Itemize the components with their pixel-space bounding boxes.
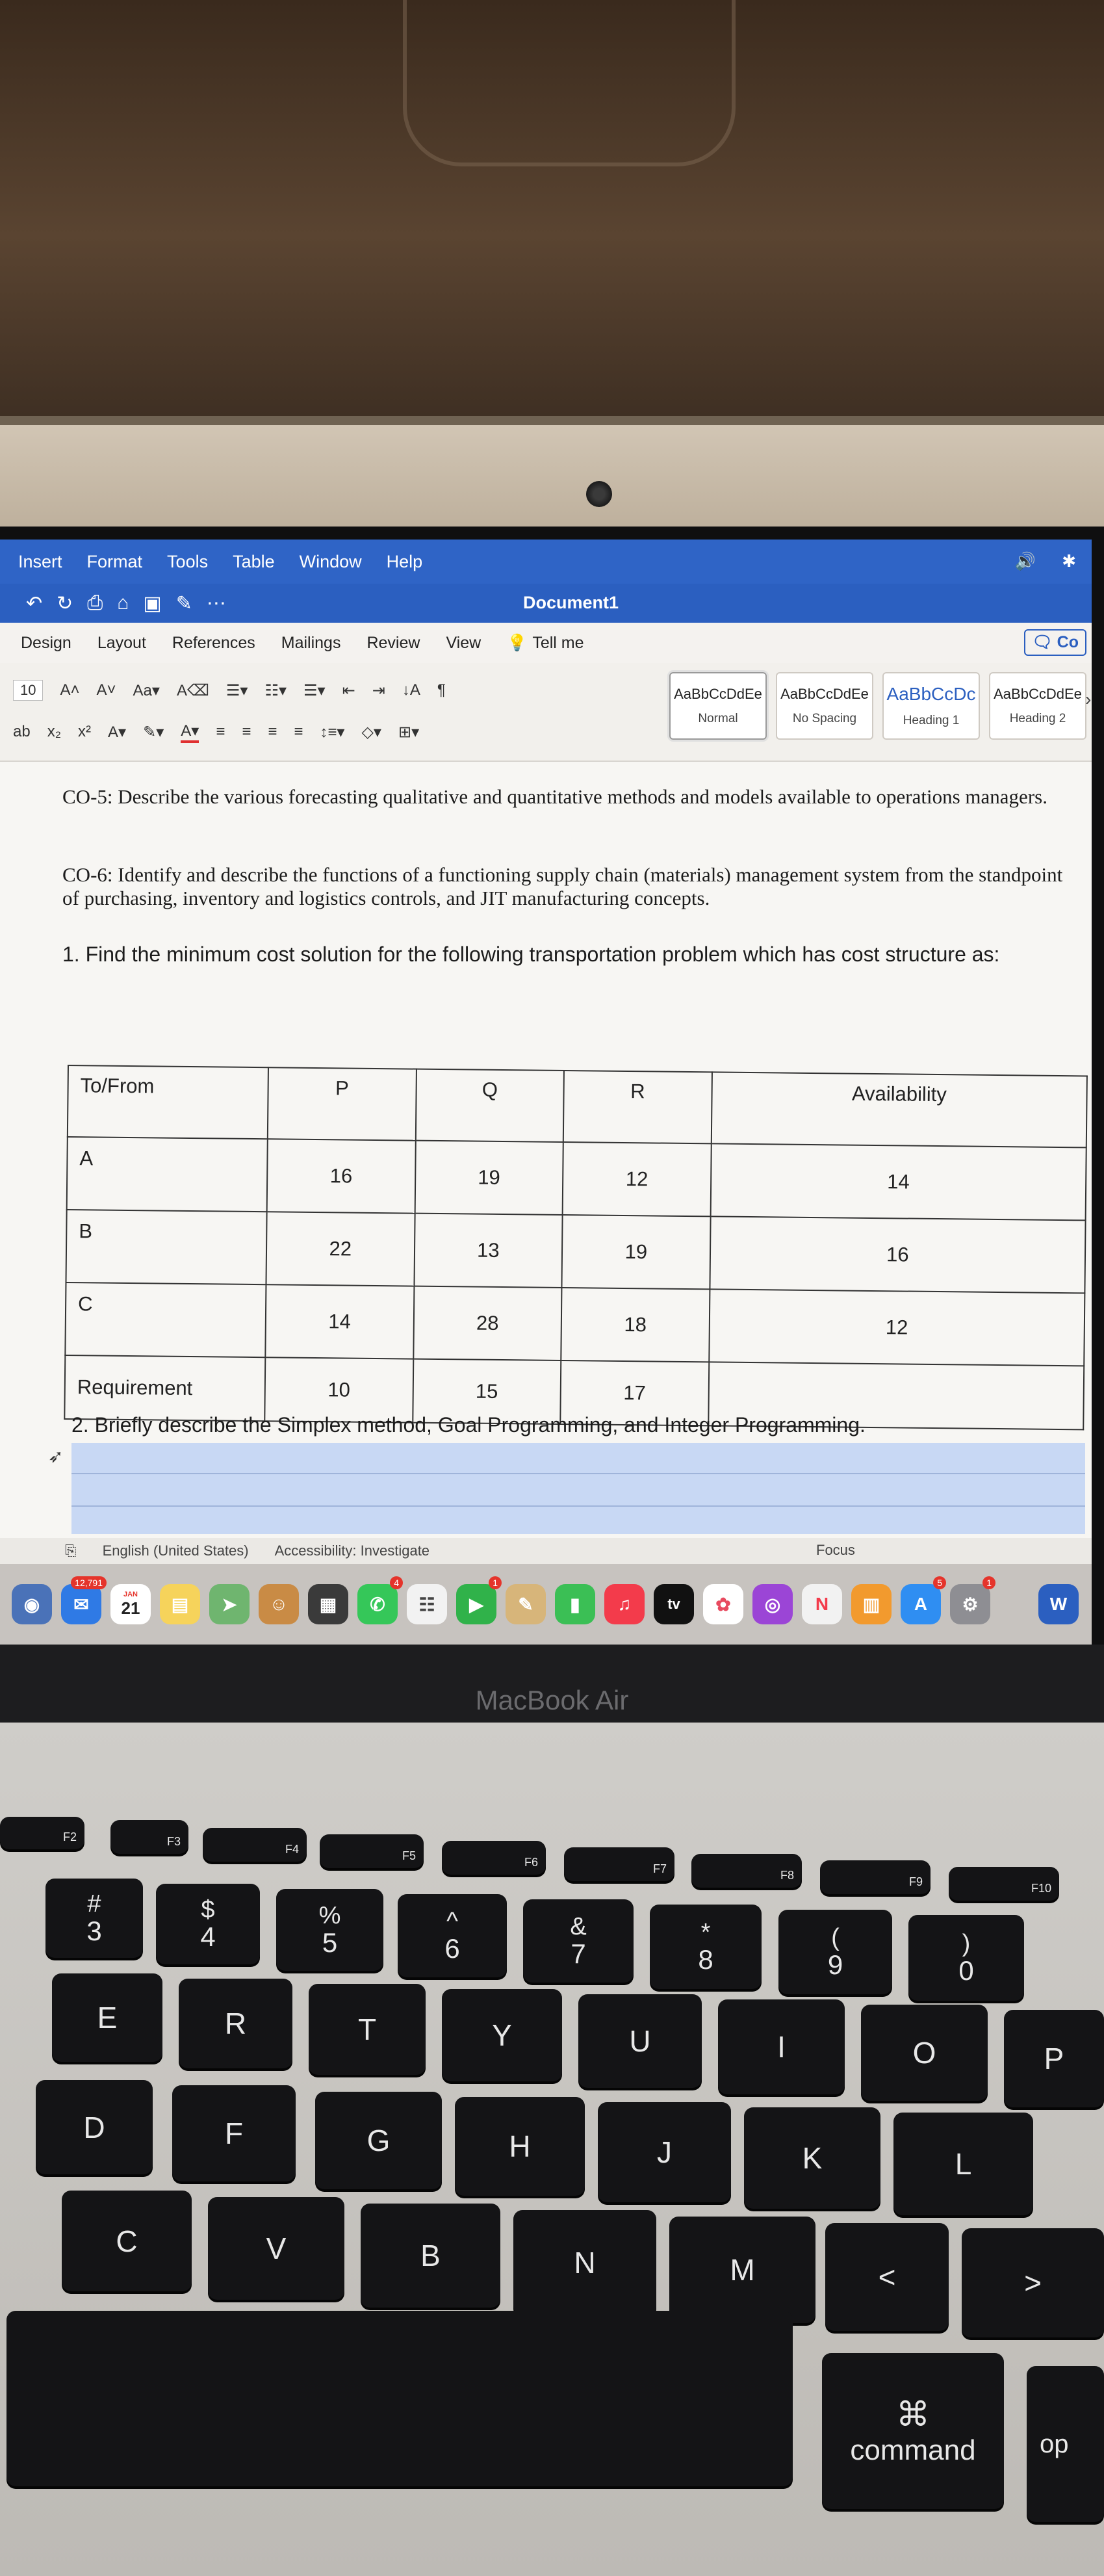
volume-icon[interactable]: 🔊	[1014, 551, 1036, 571]
table-cell: 18	[561, 1288, 710, 1362]
option-label: op	[1040, 2429, 1069, 2458]
more-icon[interactable]: ⋯	[206, 592, 226, 614]
ribbon-row-format	[0, 714, 419, 750]
music-icon[interactable]: ♫	[604, 1584, 645, 1624]
key-f9[interactable]: F9	[820, 1860, 931, 1894]
key-5[interactable]	[276, 1889, 383, 1971]
key-char: 8	[698, 1944, 713, 1975]
key-char: 0	[958, 1955, 974, 1986]
table-cell: Requirement	[64, 1355, 265, 1421]
focus-mode-button[interactable]: Focus	[816, 1542, 855, 1558]
style-heading-2[interactable]	[989, 672, 1086, 740]
table-cell: 13	[414, 1214, 563, 1288]
table-row	[68, 1065, 1087, 1147]
multilevel-icon[interactable]: ☰▾	[303, 681, 326, 699]
tv-label: tv	[667, 1596, 680, 1612]
table-row	[66, 1210, 1085, 1293]
key-e[interactable]: E	[52, 1973, 162, 2062]
status-bar	[0, 1538, 1092, 1564]
line-spacing-icon[interactable]: ↕≡▾	[320, 723, 345, 741]
key-period[interactable]: >	[962, 2228, 1104, 2337]
books-icon[interactable]: ▥	[851, 1584, 892, 1624]
key-f2[interactable]: F2	[0, 1817, 84, 1849]
table-cell: 17	[560, 1360, 709, 1425]
style-name: Heading 1	[903, 714, 960, 727]
numbering-icon[interactable]: ☷▾	[264, 681, 287, 699]
question-2: 2. Briefly describe the Simplex method, Goal Programming, and Integer Programming.	[71, 1413, 866, 1437]
table-cell: 12	[563, 1142, 712, 1216]
key-j[interactable]: J	[598, 2102, 731, 2202]
key-9[interactable]	[778, 1910, 892, 1994]
key-char: 4	[200, 1921, 216, 1952]
laptop-brand: MacBook Air	[475, 1685, 629, 1715]
siri-icon[interactable]: ◉	[12, 1584, 52, 1624]
sort-icon[interactable]: ↓A	[402, 681, 420, 699]
lightbulb-icon: 💡	[507, 633, 528, 652]
calendar-day: 21	[121, 1598, 140, 1618]
key-command[interactable]	[822, 2353, 1004, 2509]
key-v[interactable]: V	[208, 2197, 344, 2300]
table-header-cell: P	[268, 1067, 417, 1140]
screen	[0, 540, 1092, 1645]
tab-view[interactable]: View	[446, 633, 481, 652]
facetime-badge: 1	[489, 1576, 502, 1589]
table-cell: 19	[415, 1141, 563, 1215]
messages-badge: 4	[390, 1576, 403, 1589]
selection-line	[71, 1473, 1085, 1474]
camera	[586, 481, 612, 507]
lid-edge	[0, 416, 1104, 425]
key-p[interactable]: P	[1004, 2010, 1104, 2107]
key-t[interactable]: T	[309, 1984, 426, 2075]
decrease-indent-icon[interactable]: ⇤	[342, 681, 355, 699]
proofing-icon[interactable]: ⎘	[65, 1542, 77, 1559]
key-m[interactable]: M	[669, 2217, 815, 2323]
calculator-icon[interactable]: ▦	[308, 1584, 348, 1624]
style-name: No Spacing	[792, 712, 857, 725]
key-f4[interactable]: F4	[203, 1828, 307, 1862]
table-cell: 15	[413, 1359, 561, 1424]
tell-me-label: Tell me	[532, 633, 584, 652]
key-8[interactable]	[650, 1905, 762, 1989]
table-cell: 22	[266, 1212, 415, 1286]
clear-format-icon[interactable]: A⌫	[176, 681, 209, 699]
selection-line	[71, 1505, 1085, 1507]
tab-references[interactable]: References	[172, 633, 255, 652]
save-icon[interactable]: ▣	[143, 592, 162, 614]
key-f[interactable]: F	[172, 2085, 296, 2181]
text-effects-icon[interactable]: A▾	[108, 723, 127, 741]
key-option[interactable]	[1027, 2366, 1104, 2522]
table-header-cell: To/From	[68, 1065, 268, 1139]
menu-format[interactable]: Format	[86, 551, 143, 571]
style-sample: AaBbCcDdEe	[674, 686, 762, 702]
table-row	[67, 1137, 1086, 1220]
justify-icon[interactable]: ≡	[294, 723, 303, 740]
align-right-icon[interactable]: ≡	[268, 723, 277, 740]
key-f8[interactable]: F8	[691, 1854, 802, 1888]
style-sample: AaBbCcDdEe	[780, 686, 869, 702]
align-left-icon[interactable]: ≡	[216, 723, 225, 740]
style-sample: AaBbCcDdEe	[994, 686, 1082, 702]
table-cell: 16	[267, 1139, 416, 1213]
comments-button[interactable]	[1024, 629, 1086, 656]
table-cell: 19	[562, 1215, 711, 1289]
key-f3[interactable]: F3	[110, 1820, 188, 1854]
bullets-icon[interactable]: ☰▾	[225, 681, 248, 699]
key-4[interactable]	[156, 1884, 260, 1964]
key-7[interactable]	[523, 1899, 634, 1983]
ribbon-home	[0, 663, 1092, 762]
news-icon[interactable]: N	[802, 1584, 842, 1624]
key-shift-char: $	[201, 1896, 215, 1923]
superscript-icon[interactable]: x²	[78, 723, 92, 740]
photos-icon[interactable]: ✿	[703, 1584, 743, 1624]
table-header-cell: Q	[415, 1069, 564, 1142]
key-shift-char: #	[87, 1890, 101, 1918]
key-f6[interactable]: F6	[442, 1841, 546, 1875]
key-shift-char: )	[962, 1930, 971, 1957]
change-case-icon[interactable]: Aa▾	[133, 681, 160, 699]
app-store-icon[interactable]: A 5	[901, 1584, 941, 1624]
table-cell: 28	[413, 1286, 562, 1360]
key-u[interactable]: U	[578, 1994, 702, 2088]
quick-access-toolbar	[26, 592, 226, 615]
key-shift-char: %	[318, 1902, 341, 1929]
contacts-icon[interactable]: ☺	[259, 1584, 299, 1624]
table-header-cell: R	[563, 1071, 712, 1143]
key-c[interactable]: C	[62, 2191, 192, 2291]
key-char: 9	[827, 1949, 843, 1980]
tab-mailings[interactable]: Mailings	[281, 633, 341, 652]
settings-badge: 1	[982, 1576, 995, 1589]
tab-review[interactable]: Review	[366, 633, 420, 652]
chevron-right-icon[interactable]: ›	[1085, 689, 1092, 709]
co6-paragraph: CO-6: Identify and describe the functions of a functioning supply chain (materials) management system from the standpoint of purchasing, inventory and logistics controls, and JIT manufacturing concepts.	[62, 863, 1063, 909]
mail-badge: 12,791	[71, 1576, 107, 1589]
cost-table	[64, 1065, 1088, 1430]
style-heading-1[interactable]	[882, 672, 980, 740]
table-cell: C	[65, 1282, 266, 1357]
key-f7[interactable]: F7	[564, 1847, 674, 1881]
subscript-icon[interactable]: x₂	[47, 723, 62, 740]
table-header-cell: Availability	[711, 1072, 1086, 1147]
calendar-icon[interactable]	[110, 1584, 151, 1624]
style-name: Normal	[698, 712, 738, 725]
bluetooth-icon[interactable]: ✱	[1062, 551, 1076, 571]
reminders-icon[interactable]: ☷	[407, 1584, 447, 1624]
tell-me-search[interactable]	[507, 634, 584, 653]
strikethrough-icon[interactable]: ab	[13, 723, 31, 740]
redo-icon[interactable]: ↻	[57, 592, 73, 614]
command-icon: ⌘	[896, 2396, 930, 2434]
key-comma[interactable]: <	[825, 2223, 949, 2331]
mouse-cursor-icon: ➶	[48, 1447, 64, 1467]
key-6[interactable]	[398, 1894, 507, 1977]
pages-icon[interactable]: ✎	[506, 1584, 546, 1624]
comments-label: Co	[1057, 633, 1079, 651]
selected-text-area[interactable]	[71, 1443, 1085, 1534]
key-0[interactable]	[908, 1915, 1024, 2001]
key-char: 3	[86, 1916, 102, 1946]
key-shift-char: &	[570, 1913, 587, 1940]
undo-icon[interactable]: ↶	[26, 592, 43, 614]
word-icon[interactable]: W	[1038, 1584, 1079, 1624]
ribbon-tabs	[0, 623, 1092, 663]
style-normal[interactable]	[669, 672, 767, 740]
tab-layout[interactable]: Layout	[97, 633, 146, 652]
style-sample: AaBbCcDc	[886, 684, 976, 704]
key-d[interactable]: D	[36, 2080, 153, 2174]
accessibility-status[interactable]: Accessibility: Investigate	[274, 1542, 430, 1559]
command-label: command	[850, 2434, 976, 2466]
key-char: 5	[322, 1927, 338, 1958]
table-cell: A	[67, 1137, 268, 1212]
app-store-badge: 5	[933, 1576, 946, 1589]
style-no-spacing[interactable]	[776, 672, 873, 740]
key-3[interactable]	[45, 1879, 143, 1958]
mac-menubar	[0, 540, 1092, 584]
key-h[interactable]: H	[455, 2097, 585, 2196]
dock	[0, 1564, 1092, 1645]
key-char: 7	[571, 1938, 586, 1969]
key-g[interactable]: G	[315, 2092, 442, 2189]
podcasts-icon[interactable]: ◎	[752, 1584, 793, 1624]
key-l[interactable]: L	[893, 2113, 1033, 2215]
key-i[interactable]: I	[718, 1999, 845, 2094]
table-cell: 16	[710, 1216, 1086, 1293]
increase-indent-icon[interactable]: ⇥	[372, 681, 385, 699]
home-icon[interactable]: ⌂	[117, 592, 129, 614]
shading-icon[interactable]: ◇▾	[361, 723, 381, 741]
styles-gallery	[669, 672, 1086, 740]
menu-help[interactable]: Help	[386, 551, 423, 571]
table-cell: 10	[264, 1357, 413, 1422]
numbers-icon[interactable]: ▮	[555, 1584, 595, 1624]
wall-art	[403, 0, 736, 166]
table-cell: 12	[709, 1289, 1085, 1366]
key-shift-char: *	[700, 1919, 711, 1946]
facetime-icon[interactable]: ▶ 1	[456, 1584, 496, 1624]
shrink-font-icon[interactable]: A˅	[96, 681, 116, 699]
mail-icon[interactable]: ✉ 12,791	[61, 1584, 101, 1624]
key-f10[interactable]: F10	[949, 1867, 1059, 1901]
calendar-month: JAN	[123, 1590, 138, 1598]
language-status[interactable]: English (United States)	[102, 1542, 249, 1559]
key-shift-char: ^	[446, 1908, 458, 1935]
align-center-icon[interactable]: ≡	[242, 723, 251, 740]
pilcrow-icon[interactable]: ¶	[437, 681, 446, 699]
key-b[interactable]: B	[361, 2204, 500, 2308]
comment-icon: 🗨	[1031, 633, 1053, 651]
tab-design[interactable]: Design	[21, 633, 71, 652]
font-size-select[interactable]: 10	[13, 680, 43, 701]
title-bar	[0, 584, 1092, 623]
key-shift-char: (	[831, 1924, 840, 1951]
space-bar[interactable]	[6, 2311, 793, 2486]
highlight-icon[interactable]: ✎▾	[143, 723, 164, 741]
key-n[interactable]: N	[513, 2210, 656, 2315]
key-f5[interactable]: F5	[320, 1834, 424, 1868]
menu-insert[interactable]: Insert	[18, 551, 62, 571]
system-settings-icon[interactable]: ⚙ 1	[950, 1584, 990, 1624]
tv-icon[interactable]	[654, 1584, 694, 1624]
key-k[interactable]: K	[744, 2107, 880, 2209]
key-r[interactable]: R	[179, 1979, 292, 2068]
grow-font-icon[interactable]: A˄	[60, 681, 80, 699]
edit-icon[interactable]: ✎	[175, 592, 192, 614]
ribbon-row-font	[0, 672, 446, 709]
menu-table[interactable]: Table	[233, 551, 275, 571]
table-cell: B	[66, 1210, 266, 1284]
table-cell: 14	[710, 1143, 1086, 1220]
messages-icon[interactable]: ✆ 4	[357, 1584, 398, 1624]
key-y[interactable]: Y	[442, 1989, 562, 2081]
maps-icon[interactable]: ➤	[209, 1584, 250, 1624]
menu-tools[interactable]: Tools	[167, 551, 209, 571]
key-o[interactable]: O	[861, 2005, 988, 2101]
borders-icon[interactable]: ⊞▾	[398, 723, 420, 741]
style-name: Heading 2	[1009, 712, 1066, 725]
co5-paragraph: CO-5: Describe the various forecasting qualitative and quantitative methods and models available to operations managers.	[62, 785, 1047, 808]
question-1: 1. Find the minimum cost solution for the following transportation problem which has cost structure as:	[62, 943, 1000, 966]
table-cell: 14	[265, 1284, 414, 1359]
document-title: Document1	[523, 593, 619, 612]
key-char: 6	[444, 1933, 460, 1964]
font-color-icon[interactable]: A▾	[181, 722, 199, 743]
table-row	[65, 1282, 1085, 1366]
document-page[interactable]	[0, 762, 1092, 1561]
print-icon[interactable]: ⎙	[87, 592, 103, 614]
menu-window[interactable]: Window	[299, 551, 362, 571]
notes-icon[interactable]: ▤	[160, 1584, 200, 1624]
